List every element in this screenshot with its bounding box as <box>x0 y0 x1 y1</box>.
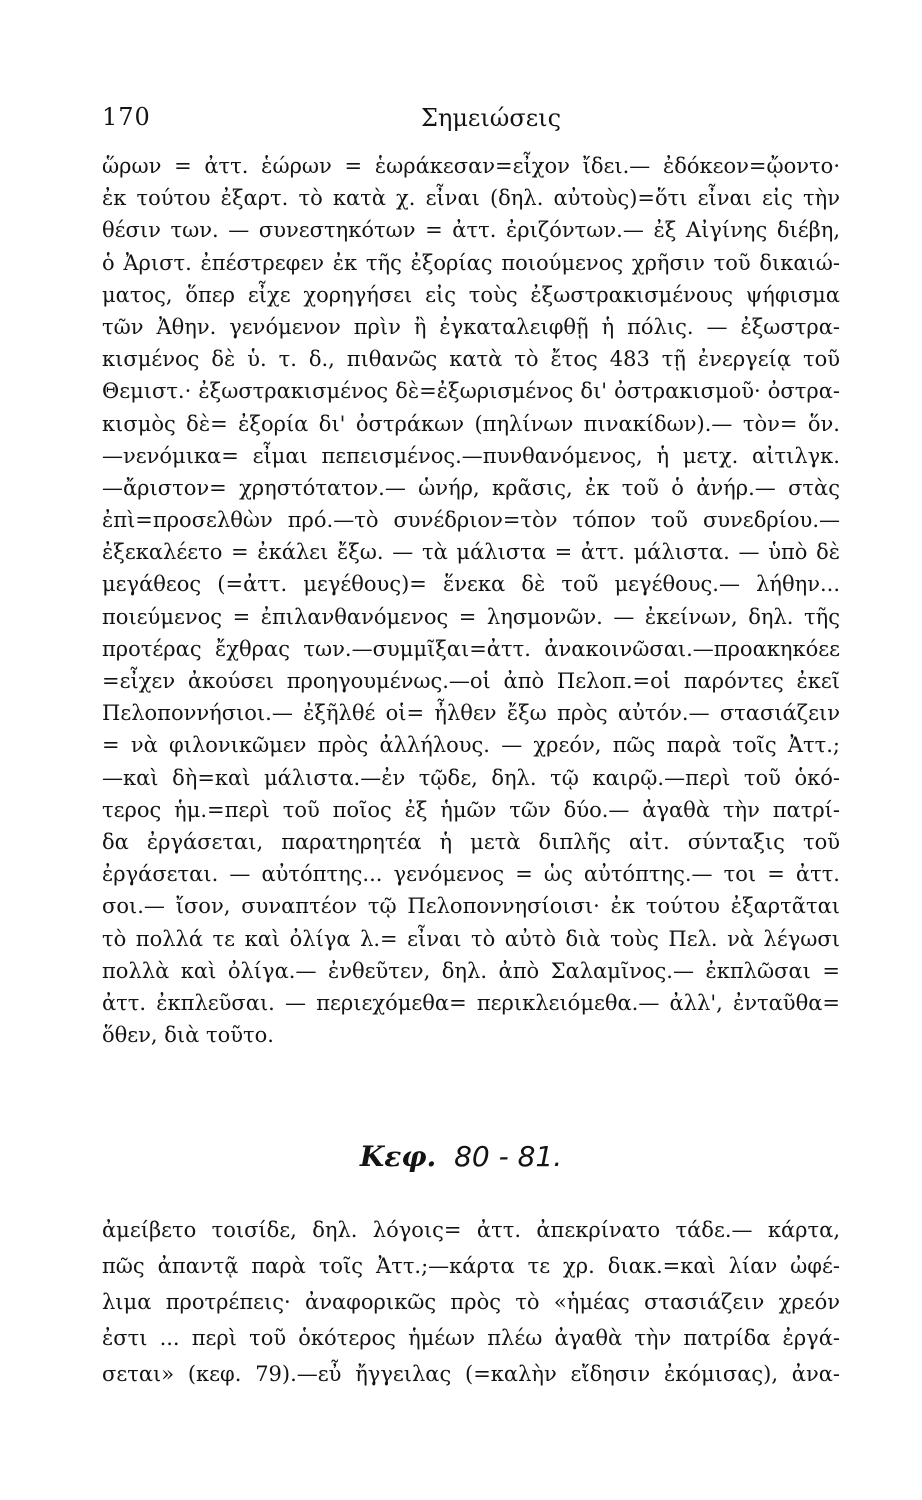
text-line: τῶν Ἀθην. γενόμενον πρὶν ἢ ἐγκαταλειφθῇ ἡ πόλις. — ἐξωστρα- <box>102 314 840 339</box>
text-line: ἐκ τούτου ἐξαρτ. τὸ κατὰ χ. εἶναι (δηλ. αὐτοὺς)=ὅτι εἶναι εἰς τὴν <box>102 186 840 211</box>
text-line: ὁ Ἀριστ. ἐπέστρεφεν ἐκ τῆς ἐξορίας ποιούμενος χρῆσιν τοῦ δικαιώ- <box>102 250 840 275</box>
text-line: ἐξεκαλέετο = ἐκάλει ἔξω. — τὰ μάλιστα = ἀττ. μάλιστα. — ὑπὸ δὲ <box>102 540 840 565</box>
text-line: σοι.— ἴσον, συναπτέον τῷ Πελοποννησίοισι· ἐκ τούτου ἐξαρτᾶται <box>102 894 840 919</box>
text-line: ἀμείβετο τοισίδε, δηλ. λόγοις= ἀττ. ἀπεκρίνατο τάδε.— κάρτα, <box>102 1218 840 1242</box>
chapter-numbers: 80 - 81. <box>454 1140 563 1173</box>
text-line: ὅθεν, διὰ τοῦτο. <box>102 1023 274 1048</box>
text-line: =εἶχεν ἀκούσει προηγουμένως.—οἱ ἀπὸ Πελοπ.=οἱ παρόντες ἐκεῖ <box>102 669 840 693</box>
text-line: τερος ἡμ.=περὶ τοῦ ποῖος ἐξ ἡμῶν τῶν δύο.— ἀγαθὰ τὴν πατρί- <box>102 797 840 822</box>
text-line: μεγάθεος (=ἀττ. μεγέθους)= ἕνεκα δὲ τοῦ μεγέθους.— λήθην... <box>102 572 840 597</box>
commentary-text <box>102 1212 840 1392</box>
text-line: —ἄριστον= χρηστότατον.— ὡνήρ, κρᾶσις, ἐκ τοῦ ὁ ἀνήρ.— στὰς <box>102 475 840 500</box>
text-line: θέσιν των. — συνεστηκότων = ἀττ. ἐριζόντων.— ἐξ Αἰγίνης διέβη, <box>102 218 840 243</box>
text-line: = νὰ φιλονικῶμεν πρὸς ἀλλήλους. — χρεόν, πῶς παρὰ τοῖς Ἀττ.; <box>102 733 840 758</box>
text-line: —καὶ δὴ=καὶ μάλιστα.—ἐν τῷδε, δηλ. τῷ καιρῷ.—περὶ τοῦ ὁκό- <box>102 765 840 790</box>
text-line: πῶς ἀπαντᾷ παρὰ τοῖς Ἀττ.;—κάρτα τε χρ. διακ.=καὶ λίαν ὠφέ- <box>102 1254 840 1278</box>
running-title: Σημειώσεις <box>420 104 562 132</box>
text-line: —νενόμικα= εἶμαι πεπεισμένος.—πυνθανόμενος, ἡ μετχ. αἰτιλγκ. <box>102 443 840 468</box>
text-line: λιμα προτρέπεις· ἀναφορικῶς πρὸς τὸ «ἡμέας στασιάζειν χρεόν <box>102 1290 840 1314</box>
text-line: πολλὰ καὶ ὀλίγα.— ἐνθεῦτεν, δηλ. ἀπὸ Σαλαμῖνος.— ἐκπλῶσαι = <box>102 958 840 983</box>
text-line: δα ἐργάσεται, παρατηρητέα ἡ μετὰ διπλῆς αἰτ. σύνταξις τοῦ <box>102 829 840 854</box>
chapter-label: Κεφ. <box>359 1140 437 1173</box>
text-line: ὥρων = ἀττ. ἑώρων = ἑωράκεσαν=εἶχον ἴδει.— ἐδόκεον=ᾤοντο· <box>102 154 840 178</box>
notes-text <box>102 150 840 1051</box>
text-line: ἐστι ... περὶ τοῦ ὁκότερος ἡμέων πλέω ἀγαθὰ τὴν πατρίδα ἐργά- <box>102 1326 840 1350</box>
text-line: ματος, ὅπερ εἶχε χορηγήσει εἰς τοὺς ἐξωστρακισμένους ψήφισμα <box>102 282 840 307</box>
text-line: ποιεύμενος = ἐπιλανθανόμενος = λησμονῶν. — ἐκείνων, δηλ. τῆς <box>102 604 840 629</box>
text-line: τὸ πολλά τε καὶ ὀλίγα λ.= εἶναι τὸ αὐτὸ διὰ τοὺς Πελ. νὰ λέγωσι <box>102 926 840 951</box>
text-line: Πελοποννήσιοι.— ἐξῆλθέ οἱ= ἦλθεν ἔξω πρὸς αὐτόν.— στασιάζειν <box>102 701 840 726</box>
text-line: ἀττ. ἐκπλεῦσαι. — περιεχόμεθα= περικλειόμεθα.— ἀλλ', ἐνταῦθα= <box>102 990 840 1015</box>
text-line: ἐπὶ=προσελθὼν πρό.—τὸ συνέδριον=τὸν τόπον τοῦ συνεδρίου.— <box>102 508 840 533</box>
text-line: Θεμιστ.· ἐξωστρακισμένος δὲ=ἐξωρισμένος δι' ὀστρακισμοῦ· ὀστρα- <box>102 379 840 404</box>
chapter-heading <box>0 1140 922 1173</box>
text-line: ἐργάσεται. — αὐτόπτης... γενόμενος = ὡς αὐτόπτης.— τοι = ἀττ. <box>102 862 840 887</box>
text-line: σεται» (κεφ. 79).—εὖ ἤγγειλας (=καλὴν εἴδησιν ἐκόμισας), ἀνα- <box>102 1362 840 1386</box>
text-line: κισμένος δὲ ὑ. τ. δ., πιθανῶς κατὰ τὸ ἔτος 483 τῇ ἐνεργείᾳ τοῦ <box>102 347 840 372</box>
text-line: προτέρας ἔχθρας των.—συμμῖξαι=ἀττ. ἀνακοινῶσαι.—προακηκόεε <box>102 636 840 661</box>
page-number: 170 <box>102 103 151 131</box>
text-line: κισμὸς δὲ= ἐξορία δι' ὀστράκων (πηλίνων πινακίδων).— τὸν= ὅν. <box>102 411 840 436</box>
